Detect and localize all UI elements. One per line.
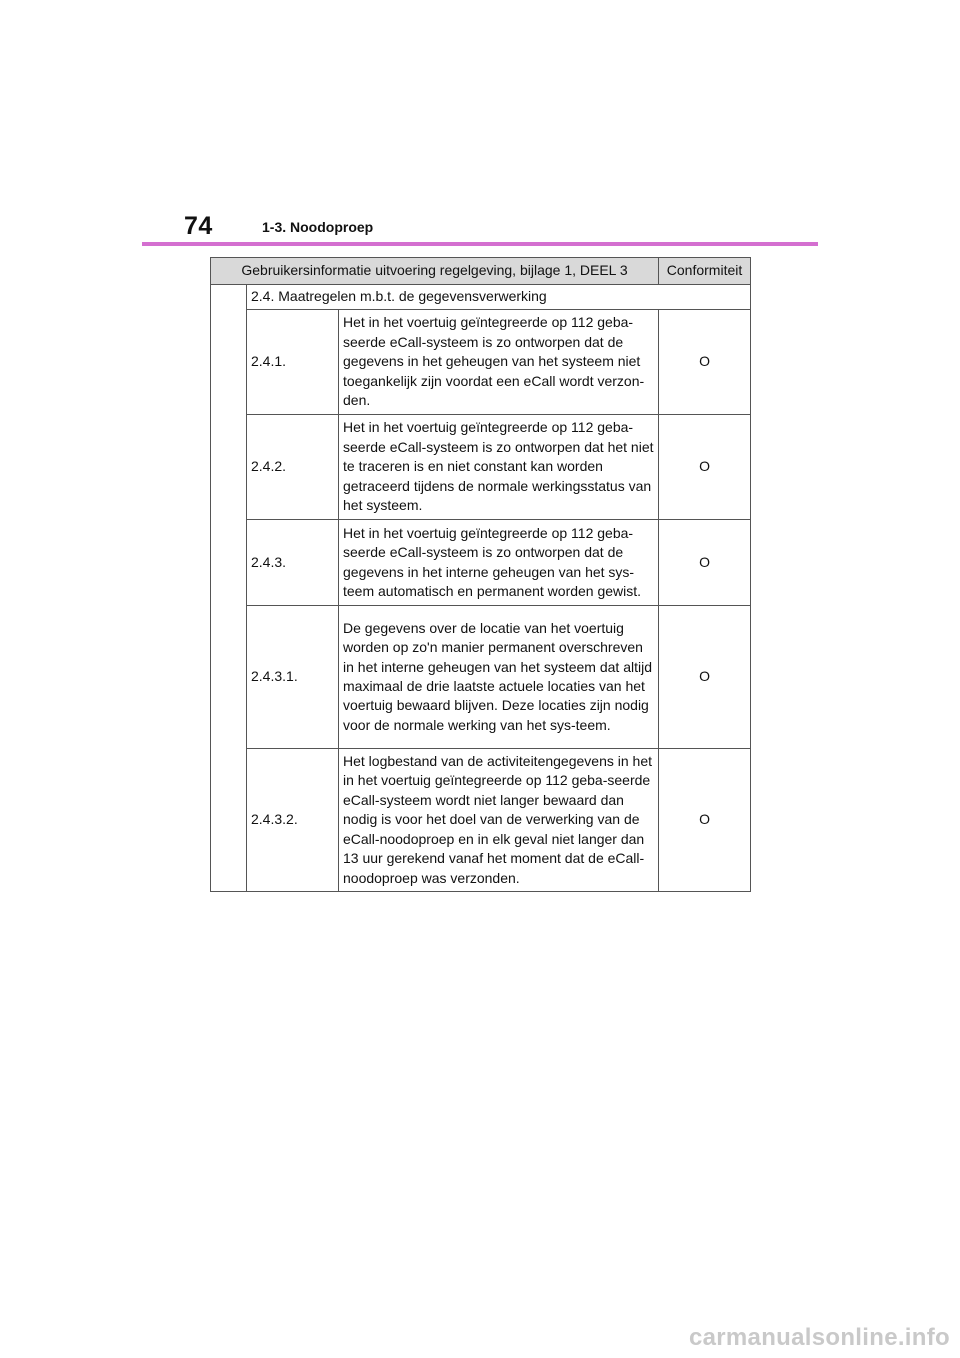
page-number: 74 — [184, 212, 213, 240]
row-number: 2.4.3. — [247, 520, 339, 606]
row-description: De gegevens over de locatie van het voertuig worden op zo'n manier permanent overschreven in het interne geheugen van het systeem dat altijd maximaal de drie laatste actuele locaties van het voertuig bewaard blijven. Deze locaties zijn nodig voor de normale werking van het sys-teem. — [339, 606, 659, 749]
regulation-table — [210, 257, 751, 892]
section-title: 1-3. Noodoproep — [262, 219, 374, 235]
table-row — [211, 520, 751, 606]
table-row — [211, 749, 751, 892]
row-conformity: O — [659, 520, 751, 606]
table-row — [211, 310, 751, 415]
row-conformity: O — [659, 749, 751, 892]
row-conformity: O — [659, 606, 751, 749]
header-user-info: Gebruikersinformatie uitvoering regelgeving, bijlage 1, DEEL 3 — [211, 258, 659, 285]
row-description: Het in het voertuig geïntegreerde op 112 geba-seerde eCall-systeem is zo ontworpen dat het niet te traceren is en niet constant kan worden getraceerd tijdens de normale werkingsstatus van het systeem. — [339, 415, 659, 520]
row-conformity: O — [659, 310, 751, 415]
group-title: 2.4. Maatregelen m.b.t. de gegevensverwerking — [247, 285, 751, 310]
row-number: 2.4.1. — [247, 310, 339, 415]
watermark-logo: carmanualsonline.info — [688, 1324, 950, 1351]
row-number: 2.4.3.2. — [247, 749, 339, 892]
table-header-row — [211, 258, 751, 285]
header-divider — [142, 242, 818, 246]
row-number: 2.4.3.1. — [247, 606, 339, 749]
header-conformity: Conformiteit — [659, 258, 751, 285]
table-row — [211, 415, 751, 520]
indent-cell — [211, 285, 247, 892]
row-conformity: O — [659, 415, 751, 520]
group-row — [211, 285, 751, 310]
row-description: Het in het voertuig geïntegreerde op 112 geba-seerde eCall-systeem is zo ontworpen dat de gegevens in het geheugen van het systeem niet toegankelijk zijn voordat een eCall wordt verzon-den. — [339, 310, 659, 415]
row-description: Het logbestand van de activiteitengegevens in het in het voertuig geïntegreerde op 112 geba-seerde eCall-systeem wordt niet langer bewaard dan nodig is voor het doel van de verwerking van de eCall-noodoproep en in elk geval niet langer dan 13 uur gerekend vanaf het moment dat de eCall-noodoproep was verzonden. — [339, 749, 659, 892]
row-description: Het in het voertuig geïntegreerde op 112 geba-seerde eCall-systeem is zo ontworpen dat de gegevens in het interne geheugen van het sys-teem automatisch en permanent worden gewist. — [339, 520, 659, 606]
table-row — [211, 606, 751, 749]
row-number: 2.4.2. — [247, 415, 339, 520]
